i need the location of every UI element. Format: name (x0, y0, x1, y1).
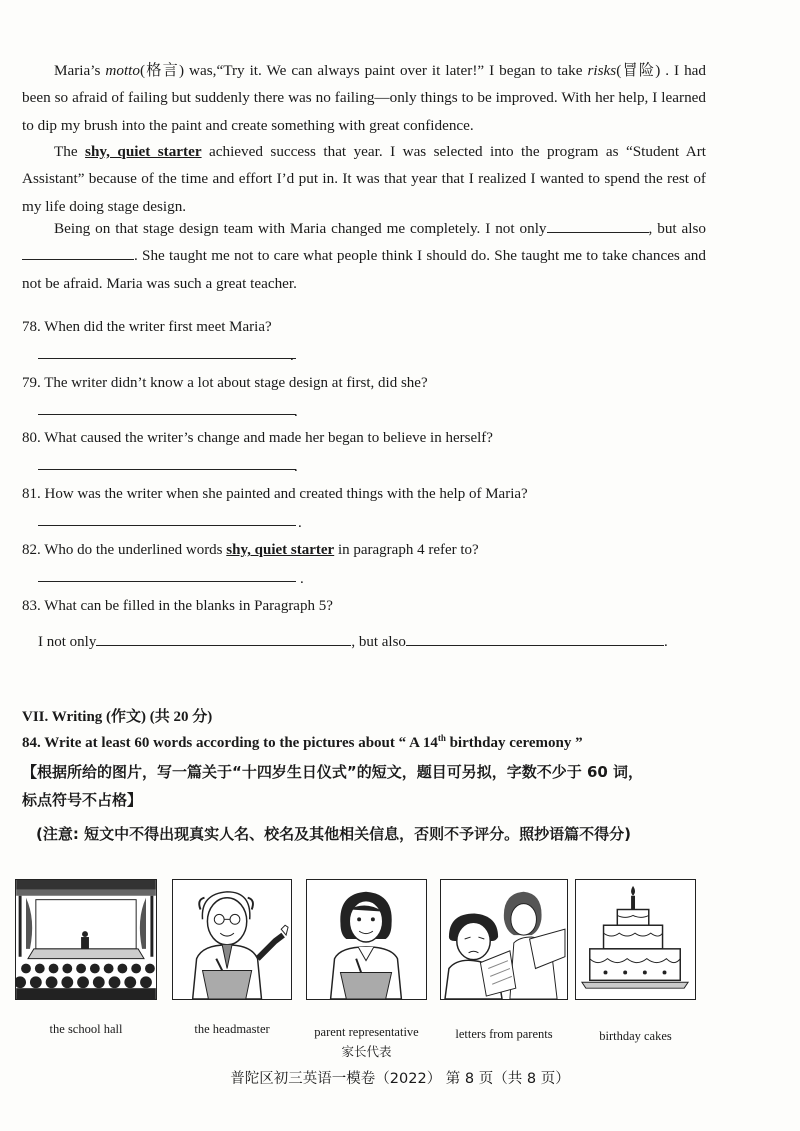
paragraph-3 (22, 57, 706, 139)
headmaster-icon (172, 879, 292, 1000)
question-78: 78. When did the writer first meet Maria? (22, 319, 272, 335)
period: . (294, 404, 298, 420)
question-82 (22, 542, 479, 559)
text: I not only (38, 634, 97, 650)
text: 84. Write at least 60 words according to the pictures about “ A 14 (22, 735, 438, 751)
text: Maria’s (54, 62, 106, 79)
note: (注意: 短文中不得出现真实人名、校名及其他相关信息，否则不予评分。照抄语篇不得分) (36, 825, 631, 843)
answer-line-78[interactable] (38, 358, 296, 359)
instruction-line-1: 【根据所给的图片，写一篇关于“十四岁生日仪式”的短文，题目可另拟，字数不少于 60 词， (22, 763, 644, 781)
school-hall-icon (15, 879, 157, 1000)
answer-line-82[interactable] (38, 581, 296, 582)
caption-parent-representative-cn: 家长代表 (341, 1044, 392, 1059)
period: . (300, 571, 304, 587)
blank-83-1[interactable] (96, 633, 351, 646)
period: . (294, 459, 298, 475)
text: , but also (648, 220, 707, 237)
text: The (54, 143, 86, 160)
superscript: th (437, 733, 446, 743)
question-83: 83. What can be filled in the blanks in Paragraph 5? (22, 598, 333, 614)
text: , but also (351, 634, 406, 650)
question-79: 79. The writer didn’t know a lot about stage design at first, did she? (22, 375, 428, 391)
word-motto: motto (105, 62, 140, 79)
caption-letters: letters from parents (455, 1027, 553, 1041)
letters-icon (440, 879, 568, 1000)
caption-headmaster: the headmaster (194, 1022, 270, 1036)
instruction-line-2: 标点符号不占格】 (22, 791, 143, 809)
page-footer: 普陀区初三英语一模卷（2022） 第 8 页（共 8 页） (230, 1071, 570, 1087)
section-title: VII. Writing (作文) (共 20 分) (22, 709, 213, 725)
text: (冒险) . I had been so afraid of failing but suddenly there was no failing—only things to be improved. With her help, I learned to dip my brush into the paint and create something with great confidence. (22, 62, 707, 134)
caption-birthday-cakes: birthday cakes (599, 1029, 672, 1043)
word-risks: risks (587, 62, 617, 79)
caption-parent-representative: parent representative (314, 1025, 419, 1039)
paragraph-4 (22, 138, 706, 220)
period: . (298, 515, 302, 531)
text: in paragraph 4 refer to? (334, 542, 479, 558)
answer-line-81[interactable] (38, 525, 296, 526)
underlined-phrase: shy, quiet starter (226, 542, 335, 558)
text: achieved success that year. I was selected into the program as “Student Art Assistant” because of the time and effort I’d put in. It was that year that I realized I wanted to spend the rest of my life doing stage design. (22, 143, 706, 215)
blank-1[interactable] (547, 220, 649, 233)
parent-representative-icon (306, 879, 427, 1000)
question-81: 81. How was the writer when she painted and created things with the help of Maria? (22, 486, 528, 502)
period: . (663, 634, 668, 650)
answer-line-79[interactable] (38, 414, 296, 415)
text: 82. Who do the underlined words (22, 542, 227, 558)
blank-83-2[interactable] (406, 633, 664, 646)
question-83-answer (38, 633, 668, 651)
underlined-phrase: shy, quiet starter (85, 143, 202, 160)
question-80: 80. What caused the writer’s change and made her began to believe in herself? (22, 430, 493, 446)
answer-line-80[interactable] (38, 469, 296, 470)
period: . (290, 348, 294, 364)
text: (格言) was,“Try it. We can always paint over it later!” I began to take (140, 62, 588, 79)
text: Being on that stage design team with Maria changed me completely. I not only (54, 220, 547, 237)
caption-school-hall: the school hall (49, 1022, 123, 1036)
text: birthday ceremony ” (445, 735, 583, 751)
paragraph-5 (22, 215, 706, 297)
writing-task (22, 733, 583, 752)
text: . She taught me not to care what people think I should do. She taught me to take chances and not be afraid. Maria was such a great teacher. (22, 247, 706, 292)
blank-2[interactable] (22, 247, 134, 260)
birthday-cake-icon (575, 879, 696, 1000)
